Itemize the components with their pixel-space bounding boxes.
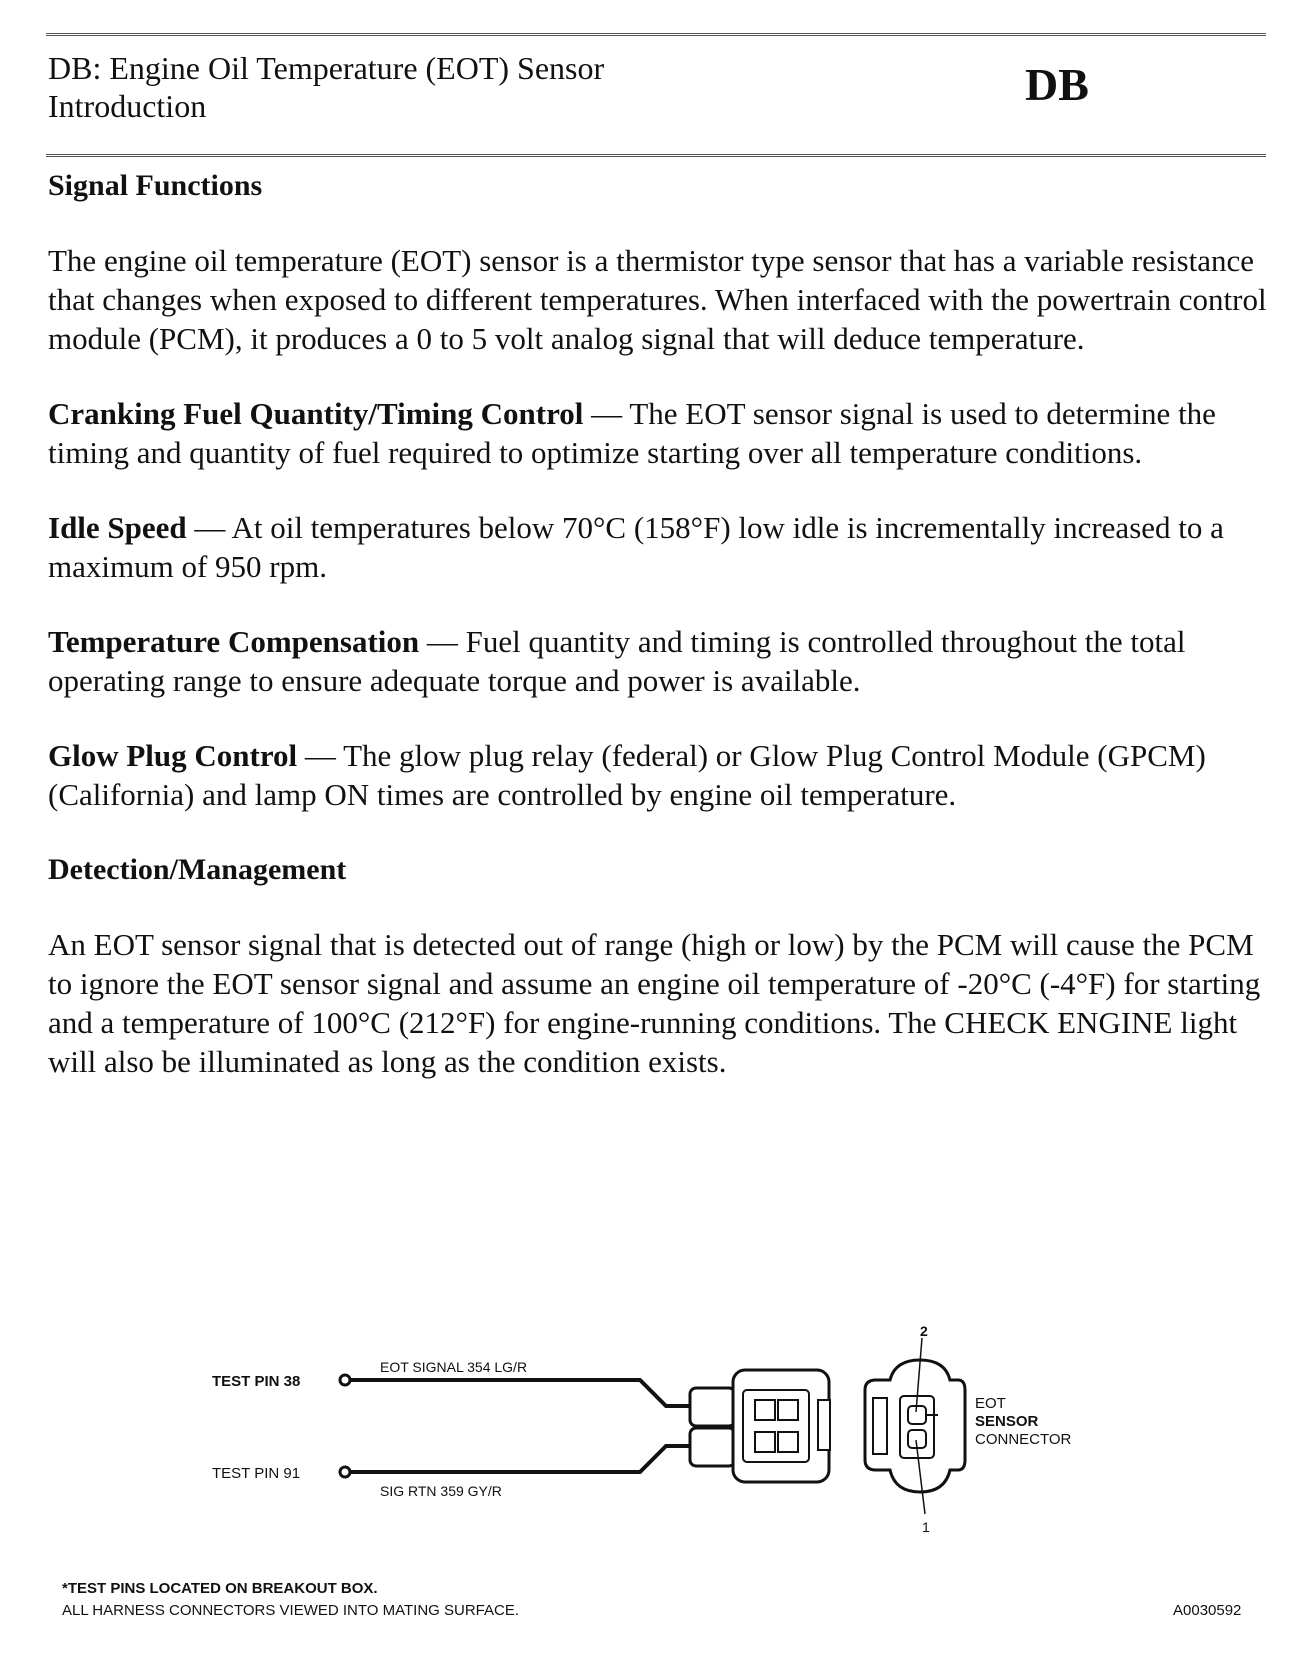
sig-rtn-wire (350, 1446, 690, 1472)
header-title: DB: Engine Oil Temperature (EOT) Sensor (48, 50, 605, 86)
wiring-diagram (0, 1320, 1312, 1620)
eot-signal-wire-label: EOT SIGNAL 354 LG/R (380, 1359, 528, 1375)
function-item-temperature-compensation (48, 622, 1272, 700)
signal-functions-intro: The engine oil temperature (EOT) sensor is a thermistor type sensor that has a variable resistance that changes when exposed to different temperatures. When interfaced with the powertrain control module (PCM), it produces a 0 to 5 volt analog signal that will deduce temperature. (48, 243, 1267, 356)
header-subtitle: Introduction (48, 88, 207, 124)
function-text: — The EOT sensor signal is used to determine the timing and quantity of fuel required to optimize starting over all temperature conditions. (48, 396, 1216, 470)
eot-signal-wire (350, 1380, 690, 1406)
function-text: — Fuel quantity and timing is controlled throughout the total operating range to ensure adequate torque and power is available. (48, 624, 1186, 698)
test-pin-91-terminal (340, 1467, 350, 1477)
sig-rtn-wire-label: SIG RTN 359 GY/R (380, 1483, 502, 1499)
connector-caption-line1: EOT (975, 1395, 1006, 1412)
signal-functions-heading: Signal Functions (48, 169, 263, 202)
function-item-cranking (48, 394, 1272, 472)
figure-code: A0030592 (1173, 1602, 1242, 1619)
document-body (48, 166, 1272, 1117)
connector-caption-line3: CONNECTOR (975, 1431, 1072, 1448)
footnote-test-pins: *TEST PINS LOCATED ON BREAKOUT BOX. (62, 1580, 378, 1597)
harness-connector (690, 1370, 830, 1482)
function-item-glow-plug (48, 736, 1272, 814)
detection-heading: Detection/Management (48, 853, 347, 886)
function-text: — At oil temperatures below 70°C (158°F) low idle is incrementally increased to a maximum of 950 rpm. (48, 510, 1224, 584)
eot-sensor-connector (865, 1360, 965, 1492)
function-term: Temperature Compensation (48, 624, 420, 659)
test-pin-38-label: TEST PIN 38 (212, 1373, 301, 1390)
function-term: Cranking Fuel Quantity/Timing Control (48, 396, 584, 431)
function-text: — The glow plug relay (federal) or Glow Plug Control Module (GPCM) (California) and lamp ON times are controlled by engine oil temperature. (48, 738, 1206, 812)
pin-1-label: 1 (922, 1519, 930, 1535)
pin-2-label: 2 (920, 1323, 928, 1339)
function-item-idle-speed (48, 508, 1272, 586)
footnote-mating-surface: ALL HARNESS CONNECTORS VIEWED INTO MATING SURFACE. (62, 1602, 520, 1619)
test-pin-91-label: TEST PIN 91 (212, 1465, 301, 1482)
section-code: DB (1025, 59, 1089, 110)
detection-text: An EOT sensor signal that is detected out of range (high or low) by the PCM will cause the PCM to ignore the EOT sensor signal and assume an engine oil temperature of -20°C (-4°F) for starting and a temperature of 100°C (212°F) for engine-running conditions. The CHECK ENGINE light will also be illuminated as long as the condition exists. (48, 927, 1261, 1079)
connector-caption-line2: SENSOR (975, 1413, 1039, 1430)
function-term: Glow Plug Control (48, 738, 298, 773)
function-term: Idle Speed (48, 510, 187, 545)
test-pin-38-terminal (340, 1375, 350, 1385)
header-bottom-rule (46, 154, 1266, 157)
header-top-rule (46, 33, 1266, 36)
